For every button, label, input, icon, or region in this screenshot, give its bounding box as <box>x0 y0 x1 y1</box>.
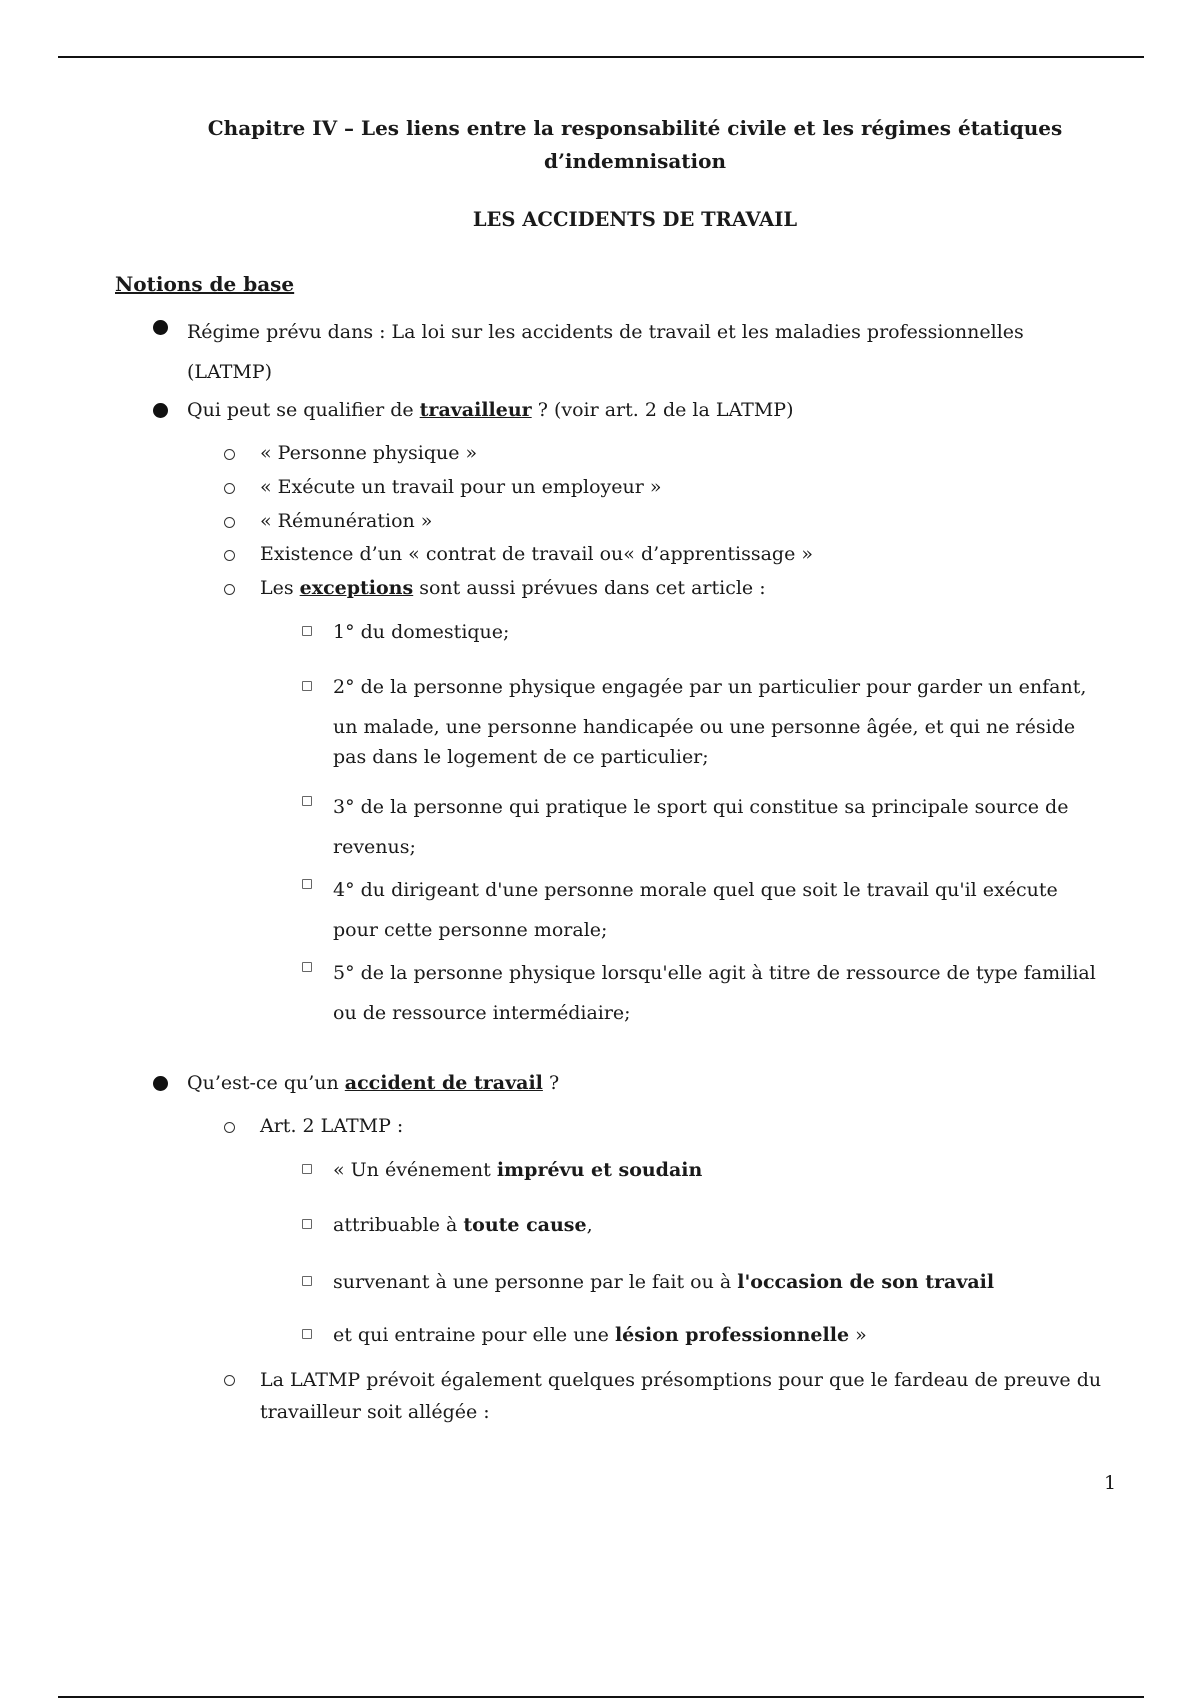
exception-item-1: 1° du domestique; <box>333 621 510 643</box>
term-accident-de-travail: accident de travail <box>344 1072 543 1094</box>
circle-bullet <box>224 1375 235 1386</box>
square-bullet <box>302 1329 312 1339</box>
criterion-item: Existence d’un « contrat de travail ou« d’apprentissage » <box>260 543 813 565</box>
presumption-text: La LATMP prévoit également quelques présomptions pour que le fardeau de preuve du travailleur soit allégée : <box>260 1369 1102 1423</box>
square-bullet <box>302 681 312 691</box>
bullet-regime-line-1: Régime prévu dans : La loi sur les accidents de travail et les maladies professionnelles <box>187 321 1024 343</box>
exception-item-5: 5° de la personne physique lorsqu'elle agit à titre de ressource de type familial ou de ressource intermédiaire; <box>333 962 1096 1024</box>
square-bullet <box>302 1276 312 1286</box>
bullet-dot <box>153 320 168 335</box>
criterion-item: « Personne physique » <box>260 442 478 464</box>
title-line-2: d’indemnisation <box>543 149 727 173</box>
bullet-dot <box>153 403 168 418</box>
square-bullet <box>302 879 312 889</box>
criterion-item: « Exécute un travail pour un employeur » <box>260 476 662 498</box>
exception-item-3: 3° de la personne qui pratique le sport qui constitue sa principale source de revenus; <box>333 796 1069 858</box>
circle-bullet <box>224 517 235 528</box>
page-title <box>200 112 1070 178</box>
top-rule <box>58 56 1144 58</box>
square-bullet <box>302 1164 312 1174</box>
exception-item-4: 4° du dirigeant d'une personne morale quel que soit le travail qu'il exécute pour cette personne morale; <box>333 879 1058 941</box>
term-exceptions: exceptions <box>299 577 414 599</box>
bullet-travailleur: Qui peut se qualifier de travailleur ? (voir art. 2 de la LATMP) <box>187 399 794 421</box>
subtitle: LES ACCIDENTS DE TRAVAIL <box>472 208 798 231</box>
art-label: Art. 2 LATMP : <box>260 1115 404 1137</box>
square-bullet <box>302 796 312 806</box>
exceptions-intro: Les exceptions sont aussi prévues dans cet article : <box>260 577 766 599</box>
square-bullet <box>302 962 312 972</box>
bullet-regime-line-2: (LATMP) <box>187 361 273 383</box>
definition-item-3: survenant à une personne par le fait ou à l'occasion de son travail <box>333 1271 995 1293</box>
definition-item-1: « Un événement imprévu et soudain <box>333 1159 703 1181</box>
page-number: 1 <box>1104 1472 1117 1494</box>
circle-bullet <box>224 550 235 561</box>
circle-bullet <box>224 1122 235 1133</box>
section-heading: Notions de base <box>115 272 295 296</box>
exception-item-2: 2° de la personne physique engagée par un particulier pour garder un enfant, un malade, une personne handicapée ou une personne âgée, et qui ne réside pas dans le logement de ce particulier; <box>333 676 1087 768</box>
criterion-item: « Rémunération » <box>260 510 433 532</box>
definition-item-2: attribuable à toute cause, <box>333 1214 593 1236</box>
square-bullet <box>302 626 312 636</box>
square-bullet <box>302 1219 312 1229</box>
circle-bullet <box>224 449 235 460</box>
bottom-rule <box>58 1696 1144 1698</box>
definition-item-4: et qui entraine pour elle une lésion professionnelle » <box>333 1324 867 1346</box>
term-travailleur: travailleur <box>419 399 532 421</box>
circle-bullet <box>224 584 235 595</box>
circle-bullet <box>224 483 235 494</box>
bullet-regime <box>187 312 1024 392</box>
bullet-dot <box>153 1076 168 1091</box>
title-line-1: Chapitre IV – Les liens entre la responsabilité civile et les régimes étatiques <box>207 116 1063 140</box>
bullet-accident: Qu’est-ce qu’un accident de travail ? <box>187 1072 560 1094</box>
